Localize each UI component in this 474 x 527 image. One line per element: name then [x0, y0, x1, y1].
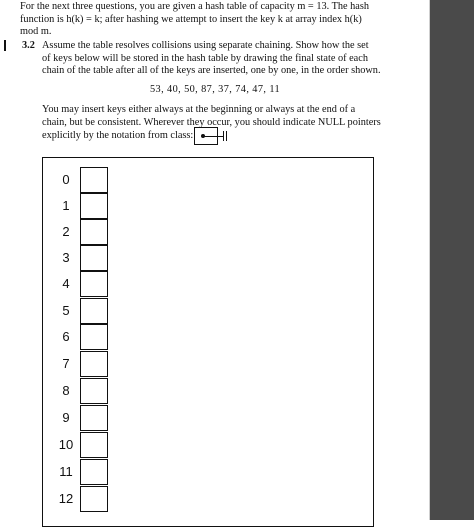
null-notation-text: explicitly by the notation from class:	[42, 130, 194, 141]
bucket-cell[interactable]	[80, 378, 108, 404]
bucket-cell[interactable]	[80, 432, 108, 458]
bucket-cell[interactable]	[80, 324, 108, 350]
viewer-side-panel	[430, 0, 474, 520]
bucket-cell[interactable]	[80, 486, 108, 512]
bucket-index: 11	[59, 464, 73, 479]
keys-list: 53, 40, 50, 87, 37, 74, 47, 11	[150, 84, 281, 95]
bucket-index: 1	[62, 198, 70, 213]
bucket-index: 3	[62, 250, 70, 265]
intro-paragraph	[20, 1, 420, 39]
note-line: chain, but be consistent. Wherever they occur, you should indicate NULL pointers	[42, 116, 381, 128]
bucket-index: 9	[62, 410, 70, 425]
null-pointer-node-icon	[194, 127, 218, 145]
bucket-index: 5	[62, 303, 70, 318]
intro-line: mod m.	[20, 26, 52, 38]
bucket-index: 10	[58, 437, 74, 452]
bucket-index: 7	[62, 356, 70, 371]
intro-line: For the next three questions, you are given a hash table of capacity m = 13. The hash	[20, 1, 370, 12]
bucket-cell[interactable]	[80, 459, 108, 485]
bucket-index: 0	[62, 172, 70, 187]
null-ground-bar	[226, 131, 227, 141]
bucket-cell[interactable]	[80, 245, 108, 271]
note-line: You may insert keys either always at the beginning or always at the end of a	[42, 104, 356, 115]
bucket-cell[interactable]	[80, 193, 108, 219]
question-text	[42, 40, 381, 78]
bucket-index: 8	[62, 383, 70, 398]
margin-marker	[4, 40, 6, 51]
bucket-index: 12	[58, 491, 74, 506]
bucket-cell[interactable]	[80, 167, 108, 193]
insertion-note	[42, 104, 381, 129]
bucket-index: 4	[62, 276, 70, 291]
question-line: of keys below will be stored in the hash table by drawing the final state of each	[42, 52, 368, 64]
null-ground-bar	[223, 131, 224, 141]
bucket-cell[interactable]	[80, 219, 108, 245]
question-line: Assume the table resolves collisions using separate chaining. Show how the set	[42, 40, 369, 51]
intro-line: function is h(k) = k; after hashing we attempt to insert the key k at array index h(k)	[20, 13, 362, 25]
bucket-cell[interactable]	[80, 405, 108, 431]
bucket-index: 6	[62, 329, 70, 344]
bucket-cell[interactable]	[80, 298, 108, 324]
pointer-arrow-line	[204, 136, 224, 137]
bucket-index: 2	[62, 224, 70, 239]
bucket-cell[interactable]	[80, 351, 108, 377]
question-line: chain of the table after all of the keys are inserted, one by one, in the order shown.	[42, 65, 381, 77]
question-number: 3.2	[22, 40, 35, 51]
bucket-cell[interactable]	[80, 271, 108, 297]
